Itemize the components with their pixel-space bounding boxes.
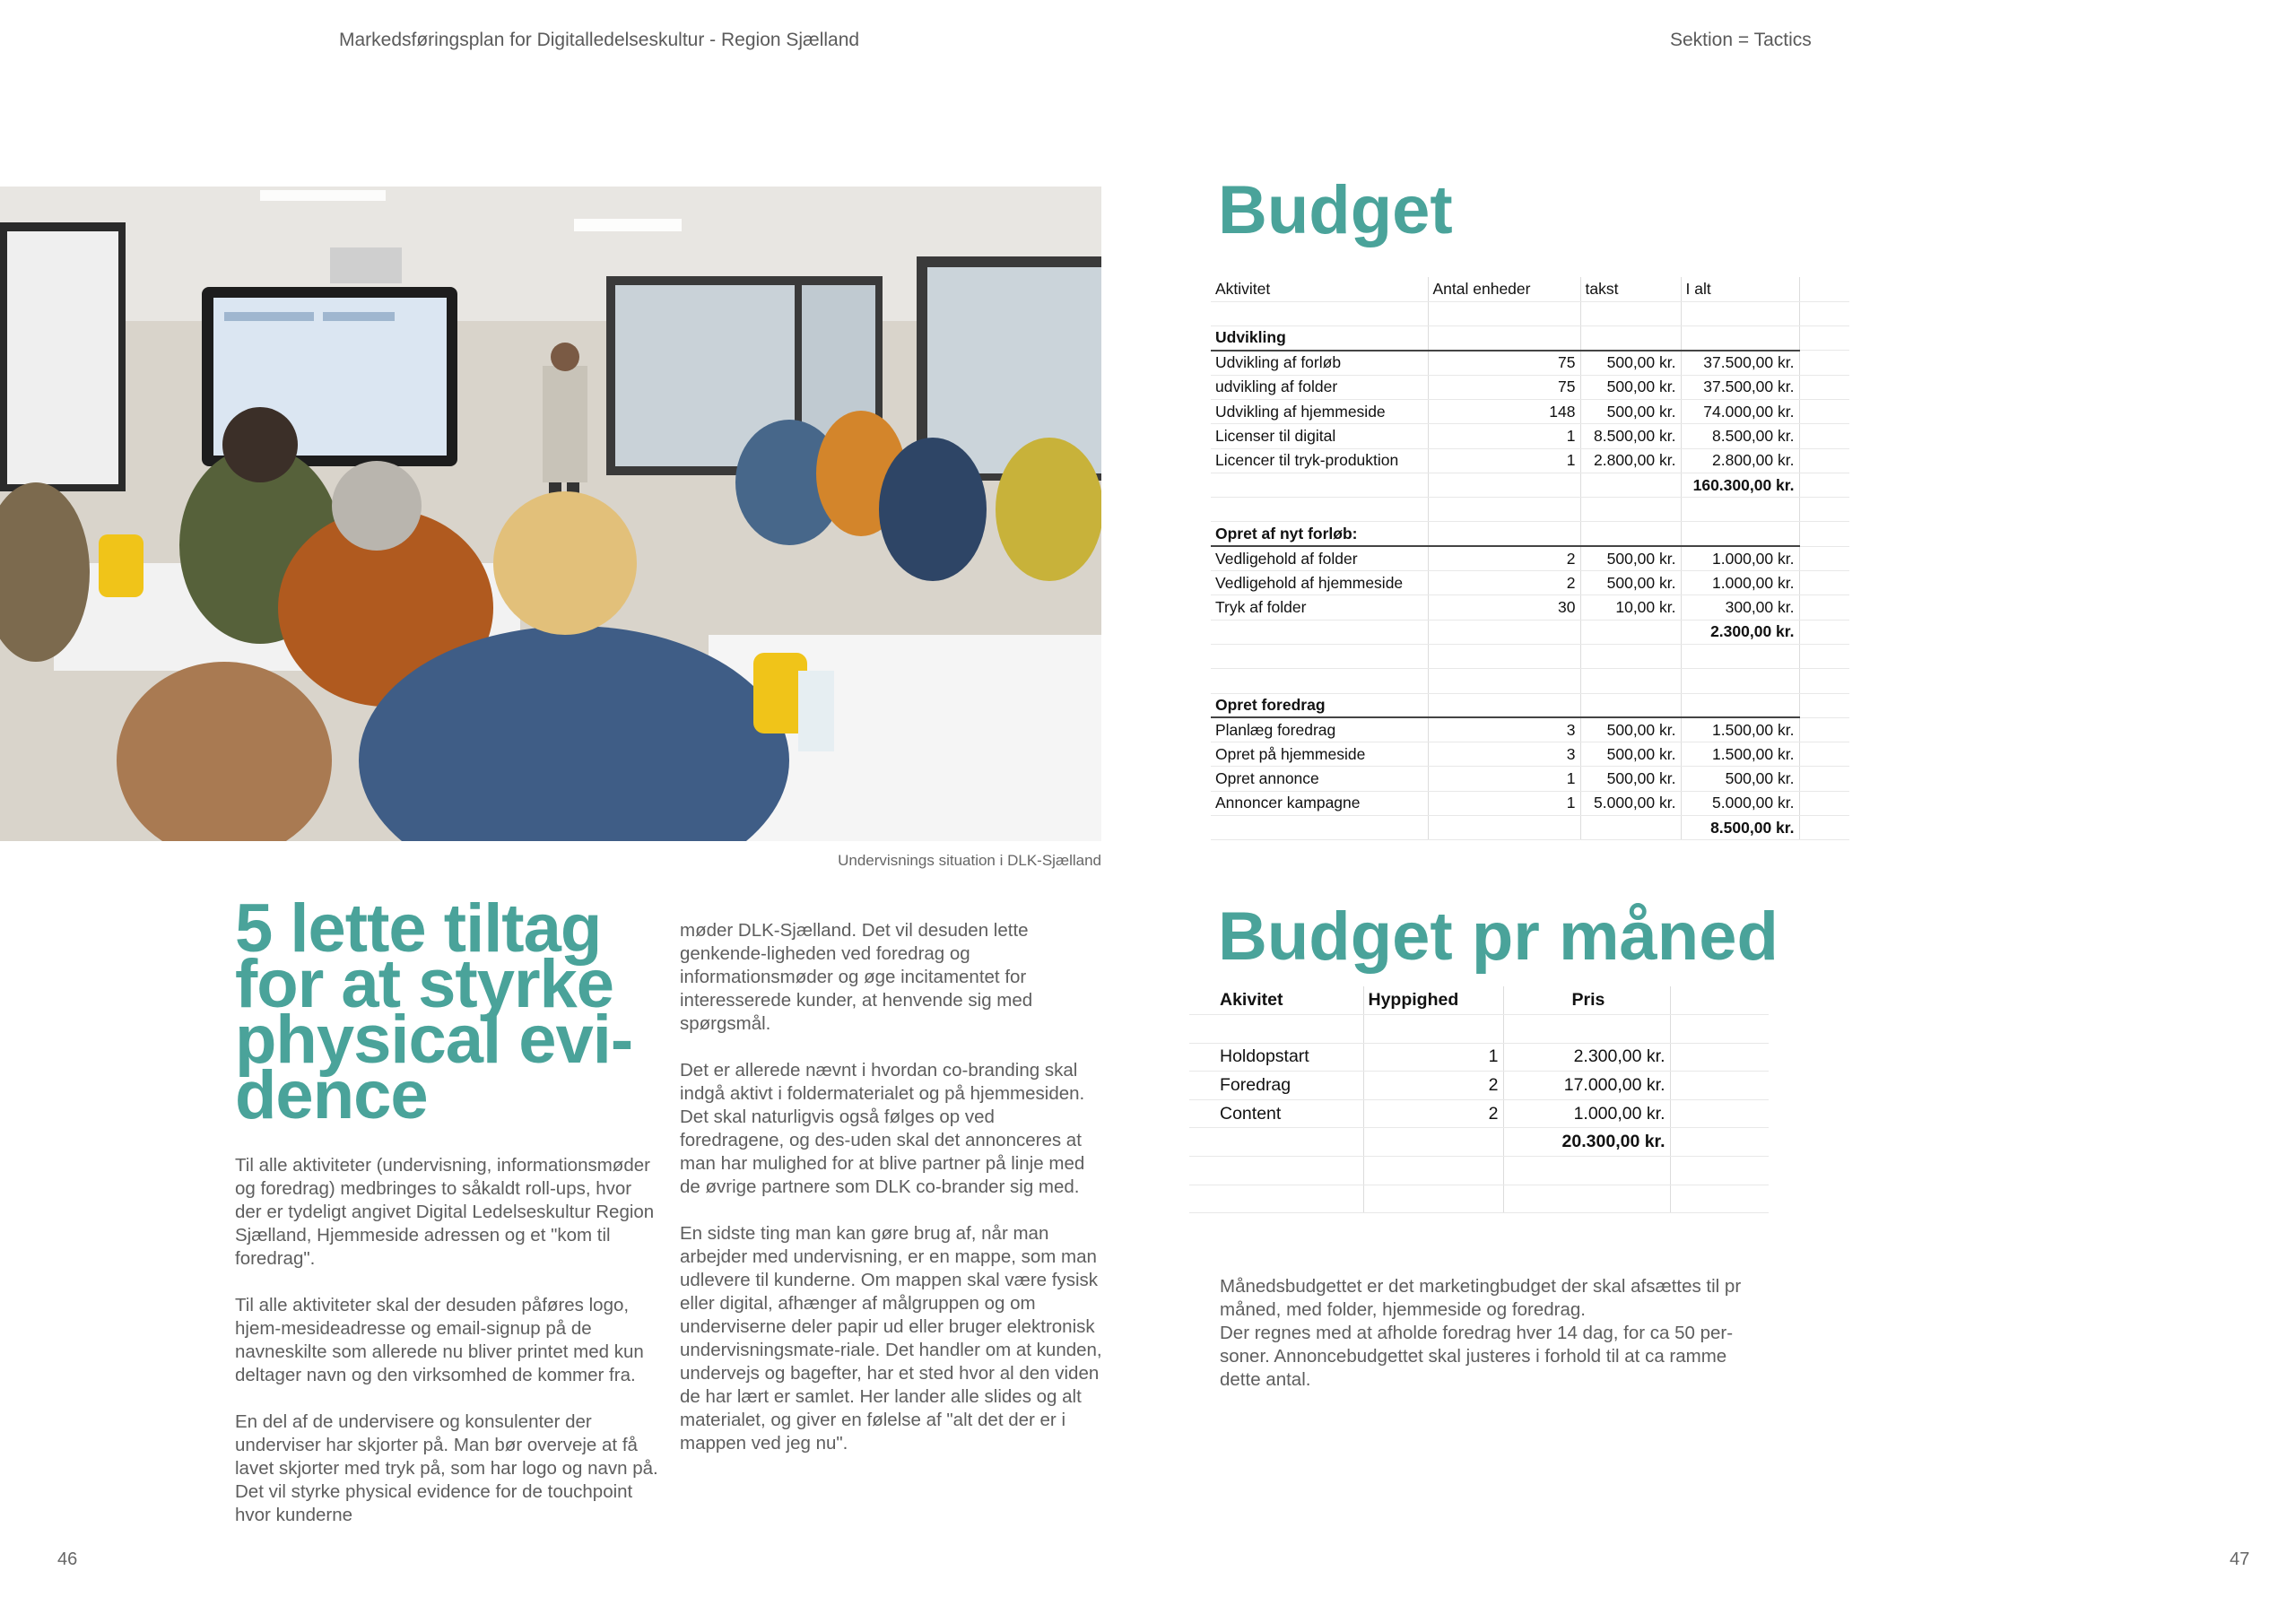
monthly-budget-note [1220, 1275, 1758, 1392]
budget-row [1211, 473, 1849, 497]
budget-cell: 500,00 kr. [1580, 717, 1681, 742]
empty-cell [1670, 1072, 1769, 1100]
budget-cell: 500,00 kr. [1580, 742, 1681, 767]
budget-cell: 8.500,00 kr. [1580, 424, 1681, 448]
empty-cell [1799, 717, 1849, 742]
paragraph: Til alle aktiviteter (undervisning, informationsmøder og foredrag) medbringes to såkaldt roll-ups, hvor der er tydeligt angivet Digital Ledelseskultur Region Sjælland, Hjemmeside adressen og et "kom til foredrag". [235, 1155, 655, 1269]
monthly-budget-spreadsheet [1189, 986, 1769, 1213]
budget-cell: 74.000,00 kr. [1681, 399, 1799, 423]
budget-cell: 8.500,00 kr. [1681, 816, 1799, 840]
monthly-cell [1189, 1015, 1363, 1044]
article-title [235, 890, 665, 1133]
budget-cell [1428, 644, 1580, 668]
monthly-cell [1363, 1128, 1503, 1157]
empty-cell [1799, 742, 1849, 767]
header-cell: Hyppighed [1363, 986, 1503, 1015]
empty-cell [1799, 399, 1849, 423]
header-cell: I alt [1681, 277, 1799, 301]
budget-cell: 3 [1428, 717, 1580, 742]
budget-cell [1580, 693, 1681, 717]
budget-cell [1580, 644, 1681, 668]
monthly-cell: Content [1189, 1099, 1363, 1128]
budget-cell: 37.500,00 kr. [1681, 351, 1799, 375]
monthly-cell [1503, 1157, 1670, 1185]
budget-row [1211, 498, 1849, 522]
budget-row [1211, 595, 1849, 620]
empty-cell [1799, 522, 1849, 546]
monthly-row [1189, 1185, 1769, 1213]
budget-cell: Planlæg foredrag [1211, 717, 1428, 742]
paragraph: Det er allerede nævnt i hvordan co-branding skal indgå aktivt i foldermaterialet og på hjemmesiden. Det skal naturligvis også følges op ved foredragene, og des-uden skal det annonceres at man har mulighed for at blive partner på linje med de øvrige partnere som DLK co-brander sig med. [680, 1060, 1085, 1197]
budget-spreadsheet [1211, 277, 1849, 840]
budget-cell: 75 [1428, 375, 1580, 399]
budget-row [1211, 326, 1849, 351]
paragraph: En sidste ting man kan gøre brug af, når man arbejder med undervisning, er en mappe, som man udlevere til kunderne. Om mappen skal være fysisk eller digital, afhænger af målgruppen og om underviserne deler papir ud eller bruger elektronisk undervisningsmate-riale. Det handler om at kunden, undervejs og bagefter, har et sted hvor al den viden de har lært er samlet. Her lander alle slides og alt materialet, og giver en følelse af "alt det der er i mappen ved jeg nu". [680, 1223, 1102, 1454]
monthly-row [1189, 1043, 1769, 1072]
budget-cell: 160.300,00 kr. [1681, 473, 1799, 497]
paragraph: Der regnes med at afholde foredrag hver 14 dag, for ca 50 per-soner. Annoncebudgettet skal justeres i forhold til at ca ramme dette antal. [1220, 1323, 1734, 1390]
monthly-cell [1189, 1185, 1363, 1213]
empty-cell [1670, 986, 1769, 1015]
empty-cell [1670, 1099, 1769, 1128]
monthly-cell [1189, 1128, 1363, 1157]
monthly-cell [1503, 1185, 1670, 1213]
budget-cell: 2.800,00 kr. [1580, 448, 1681, 473]
budget-cell: 2.800,00 kr. [1681, 448, 1799, 473]
budget-cell: 3 [1428, 742, 1580, 767]
budget-cell: 1 [1428, 791, 1580, 815]
article-title-line: physical evi- [235, 1002, 633, 1078]
budget-cell: 2 [1428, 546, 1580, 570]
budget-row [1211, 669, 1849, 693]
budget-cell: 2.300,00 kr. [1681, 620, 1799, 644]
empty-cell [1799, 620, 1849, 644]
budget-cell [1211, 498, 1428, 522]
empty-cell [1799, 498, 1849, 522]
monthly-cell [1363, 1015, 1503, 1044]
budget-cell [1211, 669, 1428, 693]
running-header-left: Markedsføringsplan for Digitalledelseskultur - Region Sjælland [339, 30, 860, 50]
budget-row [1211, 620, 1849, 644]
budget-cell: 5.000,00 kr. [1681, 791, 1799, 815]
budget-cell [1428, 669, 1580, 693]
empty-cell [1799, 448, 1849, 473]
monthly-cell: 2 [1363, 1099, 1503, 1128]
monthly-cell: 2 [1363, 1072, 1503, 1100]
monthly-cell: Foredrag [1189, 1072, 1363, 1100]
budget-cell [1211, 301, 1428, 325]
budget-cell: Vedligehold af folder [1211, 546, 1428, 570]
empty-cell [1799, 644, 1849, 668]
article-column-1 [235, 1154, 658, 1550]
monthly-row [1189, 1072, 1769, 1100]
budget-row [1211, 767, 1849, 791]
monthly-cell: 1.000,00 kr. [1503, 1099, 1670, 1128]
budget-cell: 1.500,00 kr. [1681, 742, 1799, 767]
budget-cell [1428, 301, 1580, 325]
empty-cell [1799, 571, 1849, 595]
budget-cell: Licenser til digital [1211, 424, 1428, 448]
budget-cell [1681, 522, 1799, 546]
monthly-cell: 20.300,00 kr. [1503, 1128, 1670, 1157]
article-title-line: for at styrke [235, 946, 614, 1022]
empty-cell [1670, 1157, 1769, 1185]
running-header-right: Sektion = Tactics [1670, 30, 1812, 50]
empty-cell [1799, 326, 1849, 351]
budget-row [1211, 717, 1849, 742]
monthly-cell [1363, 1185, 1503, 1213]
budget-cell [1580, 669, 1681, 693]
budget-cell: 500,00 kr. [1681, 767, 1799, 791]
budget-cell [1580, 522, 1681, 546]
budget-cell: Opret på hjemmeside [1211, 742, 1428, 767]
budget-cell: 1 [1428, 448, 1580, 473]
budget-cell: Udvikling af forløb [1211, 351, 1428, 375]
budget-row [1211, 816, 1849, 840]
monthly-cell [1189, 1157, 1363, 1185]
article-column-2 [680, 919, 1103, 1479]
budget-cell [1428, 620, 1580, 644]
paragraph: En del af de undervisere og konsulenter der underviser har skjorter på. Man bør overveje at få lavet skjorter med tryk på, som har logo og navn på. Det vil styrke physical evidence for de touchpoint hvor kunderne [235, 1411, 658, 1525]
budget-row [1211, 742, 1849, 767]
monthly-cell: 1 [1363, 1043, 1503, 1072]
article-title-line: 5 lette tiltag [235, 890, 602, 967]
budget-row [1211, 448, 1849, 473]
budget-cell [1580, 473, 1681, 497]
budget-cell: Opret annonce [1211, 767, 1428, 791]
monthly-row [1189, 1099, 1769, 1128]
header-cell: Akivitet [1189, 986, 1363, 1015]
budget-cell: 1.000,00 kr. [1681, 546, 1799, 570]
monthly-budget-title: Budget pr måned [1218, 898, 1779, 975]
budget-cell [1580, 816, 1681, 840]
photo-caption: Undervisnings situation i DLK-Sjælland [838, 852, 1101, 869]
empty-cell [1799, 546, 1849, 570]
budget-cell [1428, 473, 1580, 497]
budget-cell: 500,00 kr. [1580, 375, 1681, 399]
budget-title: Budget [1218, 172, 1453, 248]
empty-cell [1799, 767, 1849, 791]
budget-header-row [1211, 277, 1849, 301]
budget-cell [1211, 473, 1428, 497]
page-number-left: 46 [57, 1549, 78, 1569]
budget-cell: Udvikling [1211, 326, 1428, 351]
budget-cell: 1.000,00 kr. [1681, 571, 1799, 595]
monthly-cell [1363, 1157, 1503, 1185]
budget-cell [1428, 693, 1580, 717]
budget-cell: 1 [1428, 424, 1580, 448]
monthly-row [1189, 1157, 1769, 1185]
budget-cell: 10,00 kr. [1580, 595, 1681, 620]
empty-cell [1799, 693, 1849, 717]
budget-cell: 30 [1428, 595, 1580, 620]
budget-row [1211, 375, 1849, 399]
budget-cell: Vedligehold af hjemmeside [1211, 571, 1428, 595]
budget-row [1211, 399, 1849, 423]
budget-cell [1580, 326, 1681, 351]
monthly-header-row [1189, 986, 1769, 1015]
empty-cell [1670, 1128, 1769, 1157]
empty-cell [1799, 424, 1849, 448]
budget-cell: 5.000,00 kr. [1580, 791, 1681, 815]
budget-cell: 1.500,00 kr. [1681, 717, 1799, 742]
budget-cell [1211, 816, 1428, 840]
empty-cell [1799, 669, 1849, 693]
paragraph: møder DLK-Sjælland. Det vil desuden lette genkende-ligheden ved foredrag og informationsmøder og øge incitamentet for interesserede kunder, at henvende sig med spørgsmål. [680, 920, 1033, 1034]
budget-cell: 500,00 kr. [1580, 546, 1681, 570]
empty-cell [1670, 1015, 1769, 1044]
monthly-row [1189, 1015, 1769, 1044]
budget-row [1211, 351, 1849, 375]
empty-cell [1799, 277, 1849, 301]
budget-cell [1681, 326, 1799, 351]
budget-cell [1681, 693, 1799, 717]
empty-cell [1799, 473, 1849, 497]
budget-cell [1681, 669, 1799, 693]
budget-row [1211, 644, 1849, 668]
budget-cell: 148 [1428, 399, 1580, 423]
budget-row [1211, 791, 1849, 815]
budget-cell: 500,00 kr. [1580, 399, 1681, 423]
article-title-line: dence [235, 1057, 428, 1133]
budget-row [1211, 693, 1849, 717]
monthly-cell: 2.300,00 kr. [1503, 1043, 1670, 1072]
budget-cell [1211, 644, 1428, 668]
classroom-photo [0, 187, 1101, 841]
monthly-cell: 17.000,00 kr. [1503, 1072, 1670, 1100]
budget-row [1211, 301, 1849, 325]
budget-row [1211, 571, 1849, 595]
budget-cell: 75 [1428, 351, 1580, 375]
paragraph: Til alle aktiviteter skal der desuden påføres logo, hjem-mesideadresse og email-signup på de navneskilte som allerede nu bliver printet med kun deltager navn og den virksomhed de kommer fra. [235, 1295, 644, 1385]
budget-row [1211, 424, 1849, 448]
budget-cell [1428, 816, 1580, 840]
empty-cell [1670, 1185, 1769, 1213]
budget-cell: 2 [1428, 571, 1580, 595]
budget-cell [1681, 498, 1799, 522]
budget-cell: 1 [1428, 767, 1580, 791]
paragraph: Månedsbudgettet er det marketingbudget der skal afsættes til pr måned, med folder, hjemmeside og foredrag. [1220, 1276, 1742, 1320]
budget-cell: Udvikling af hjemmeside [1211, 399, 1428, 423]
monthly-row [1189, 1128, 1769, 1157]
empty-cell [1799, 351, 1849, 375]
budget-cell: 8.500,00 kr. [1681, 424, 1799, 448]
empty-cell [1799, 375, 1849, 399]
budget-row [1211, 546, 1849, 570]
budget-cell: 500,00 kr. [1580, 767, 1681, 791]
budget-cell: 37.500,00 kr. [1681, 375, 1799, 399]
budget-cell [1428, 522, 1580, 546]
empty-cell [1799, 595, 1849, 620]
header-cell: takst [1580, 277, 1681, 301]
page-number-right: 47 [2230, 1549, 2250, 1569]
budget-cell: Opret af nyt forløb: [1211, 522, 1428, 546]
empty-cell [1799, 301, 1849, 325]
budget-cell [1681, 644, 1799, 668]
empty-cell [1799, 791, 1849, 815]
budget-cell: 500,00 kr. [1580, 351, 1681, 375]
budget-row [1211, 522, 1849, 546]
empty-cell [1799, 816, 1849, 840]
monthly-cell [1503, 1015, 1670, 1044]
monthly-cell: Holdopstart [1189, 1043, 1363, 1072]
budget-cell: 300,00 kr. [1681, 595, 1799, 620]
budget-cell: 500,00 kr. [1580, 571, 1681, 595]
header-cell: Antal enheder [1428, 277, 1580, 301]
budget-cell [1211, 620, 1428, 644]
budget-cell: Licencer til tryk-produktion [1211, 448, 1428, 473]
budget-cell [1428, 498, 1580, 522]
budget-cell: udvikling af folder [1211, 375, 1428, 399]
empty-cell [1670, 1043, 1769, 1072]
budget-cell: Tryk af folder [1211, 595, 1428, 620]
budget-cell [1580, 620, 1681, 644]
header-cell: Aktivitet [1211, 277, 1428, 301]
budget-cell [1580, 498, 1681, 522]
budget-cell [1681, 301, 1799, 325]
header-cell: Pris [1503, 986, 1670, 1015]
budget-cell [1580, 301, 1681, 325]
budget-cell [1428, 326, 1580, 351]
budget-cell: Annoncer kampagne [1211, 791, 1428, 815]
budget-cell: Opret foredrag [1211, 693, 1428, 717]
